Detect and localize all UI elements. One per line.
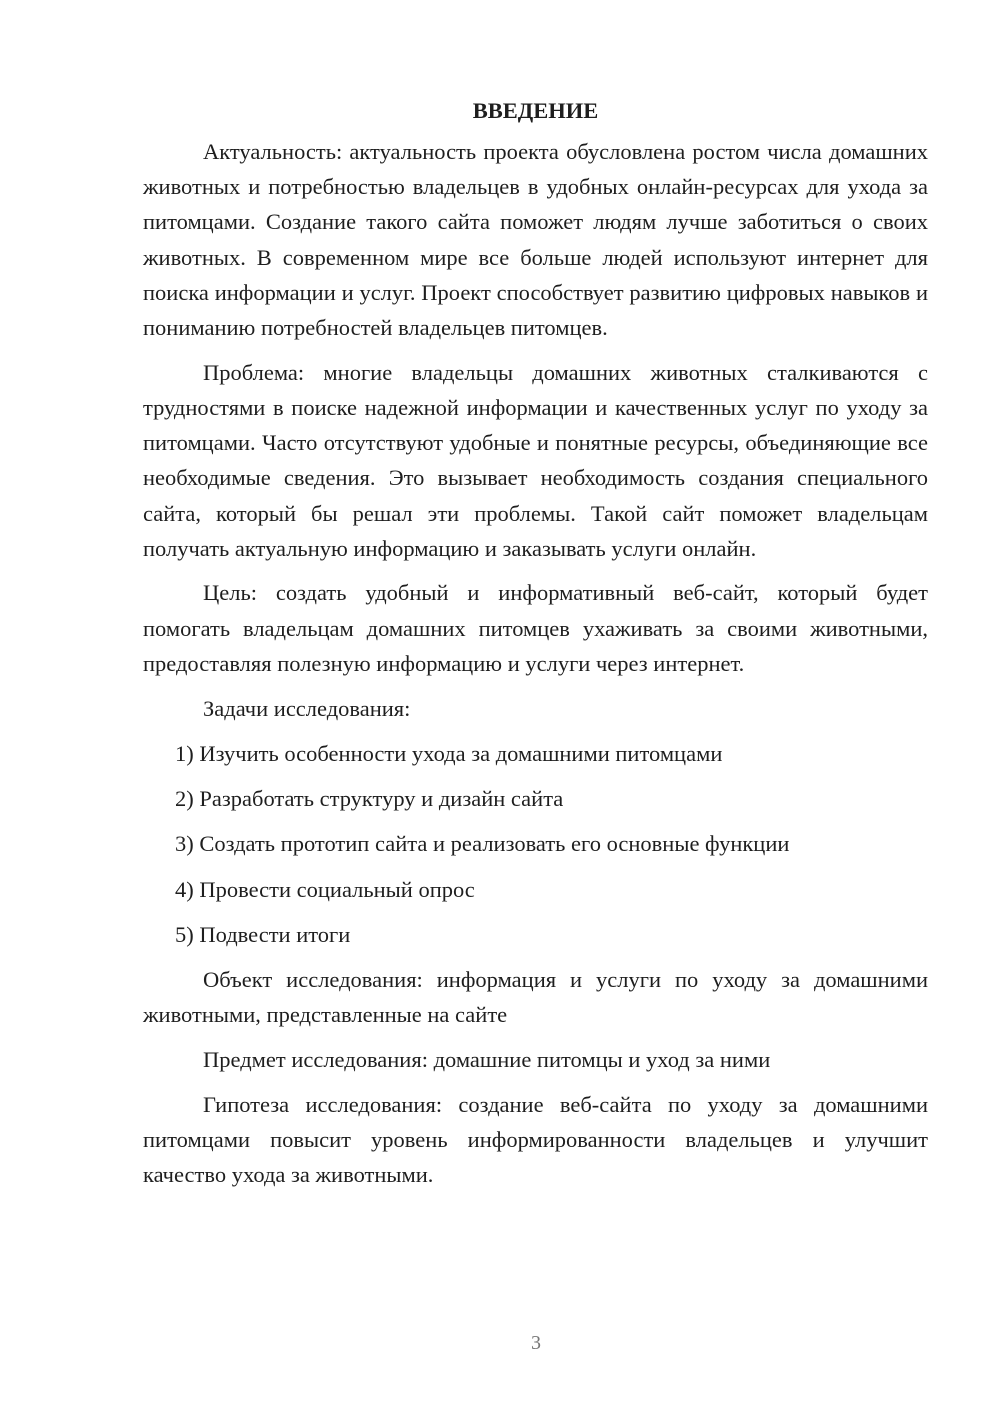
problem-paragraph: Проблема: многие владельцы домашних животных сталкиваются с трудностями в поиске надежной информации и качественных услуг по уходу за питомцами. Часто отсутствуют удобные и понятные ресурсы, объединяющие все необходимые сведения. Это вызывает необходимость создания специального сайта, который бы решал эти проблемы. Такой сайт поможет владельцам получать актуальную информацию и заказывать услуги онлайн. — [143, 359, 928, 561]
relevance-paragraph: Актуальность: актуальность проекта обусловлена ростом числа домашних животных и потребностью владельцев в удобных онлайн-ресурсах для ухода за питомцами. Создание такого сайта поможет людям лучше заботиться о своих животных. В современном мире все больше людей используют интернет для поиска информации и услуг. Проект способствует развитию цифровых навыков и пониманию потребностей владельцев питомцев. — [143, 139, 928, 341]
document-page — [143, 92, 928, 1202]
task-item: 2) Разработать структуру и дизайн сайта — [175, 786, 564, 812]
tasks-heading: Задачи исследования: — [203, 695, 411, 721]
task-item: 1) Изучить особенности ухода за домашними питомцами — [175, 740, 723, 766]
task-item: 4) Провести социальный опрос — [175, 876, 475, 902]
hypothesis-paragraph: Гипотеза исследования: создание веб-сайта по уходу за домашними питомцами повысит уровень информированности владельцев и улучшит качество ухода за животными. — [143, 1091, 928, 1188]
section-title: ВВЕДЕНИЕ — [472, 98, 599, 123]
task-item: 3) Создать прототип сайта и реализовать его основные функции — [175, 831, 790, 857]
object-paragraph: Объект исследования: информация и услуги по уходу за домашними животными, представленные на сайте — [143, 967, 928, 1028]
page-number: 3 — [531, 1332, 541, 1354]
goal-paragraph: Цель: создать удобный и информативный веб-сайт, который будет помогать владельцам домашних питомцев ухаживать за своими животными, предоставляя полезную информацию и услуги через интернет. — [143, 580, 928, 676]
task-item: 5) Подвести итоги — [175, 921, 351, 947]
tasks-list — [143, 736, 928, 962]
subject-paragraph: Предмет исследования: домашние питомцы и уход за ними — [203, 1047, 771, 1073]
